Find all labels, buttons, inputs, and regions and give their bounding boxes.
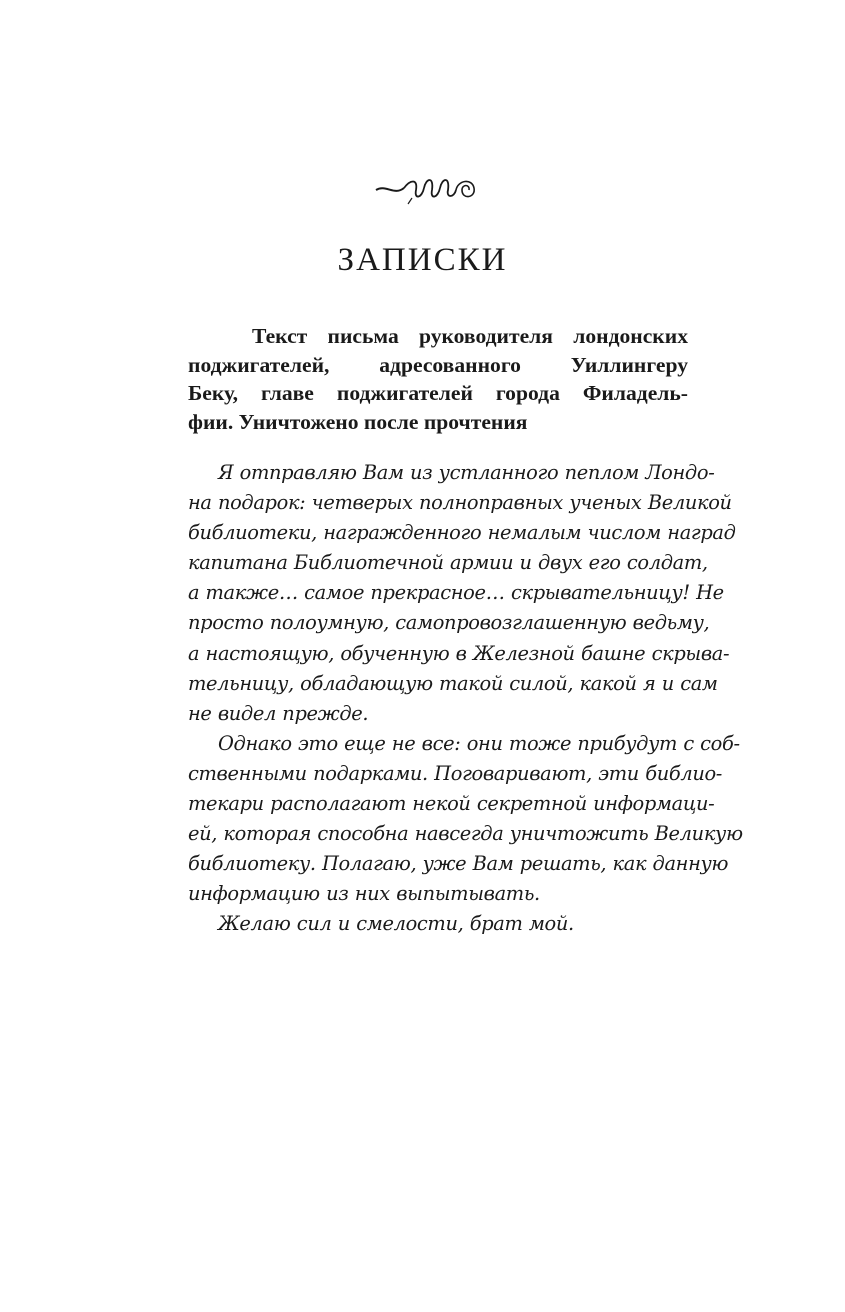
flourish-ornament-icon — [372, 168, 482, 208]
letter-line: а настоящую, обученную в Железной башне скрыва- — [188, 641, 730, 665]
letter-line: библиотеки, награжденного немалым числом наград — [188, 521, 736, 545]
letter-line: ей, которая способна навсегда уничтожить Великую — [188, 822, 743, 846]
letter-line: Однако это еще не все: они тоже прибудут с соб- — [218, 731, 740, 755]
chapter-title: ЗАПИСКИ — [337, 242, 508, 278]
letter-line: информацию из них выпытывать. — [188, 882, 540, 906]
heading-line: Беку, главе поджигателей города Филадель- — [188, 381, 688, 405]
letter-line: тельницу, обладающую такой силой, какой я и сам — [188, 671, 718, 695]
letter-line: текари располагают некой секретной информаци- — [188, 792, 715, 816]
flourish-ornament-icon — [372, 168, 482, 208]
heading-line: фии. Уничтожено после прочтения — [188, 409, 528, 434]
letter-line: ственными подарками. Поговаривают, эти библио- — [188, 761, 722, 785]
letter-line: а также… самое прекрасное… скрывательницу! Не — [188, 581, 724, 605]
letter-heading — [188, 322, 688, 436]
heading-line: Текст письма руководителя лондонских — [252, 324, 688, 348]
letter-body — [188, 458, 743, 940]
letter-line: Я отправляю Вам из устланного пеплом Лондо- — [218, 461, 715, 484]
letter-line: библиотеку. Полагаю, уже Вам решать, как данную — [188, 852, 729, 876]
letter-line: капитана Библиотечной армии и двух его солдат, — [188, 551, 708, 575]
letter-line: не видел прежде. — [188, 701, 369, 725]
letter-line: Желаю сил и смелости, брат мой. — [218, 912, 574, 936]
letter-line: просто полоумную, самопровозглашенную ведьму, — [188, 611, 710, 635]
heading-line: поджигателей, адресованного Уиллингеру — [188, 352, 688, 377]
letter-line: на подарок: четверых полноправных ученых Великой — [188, 491, 732, 515]
